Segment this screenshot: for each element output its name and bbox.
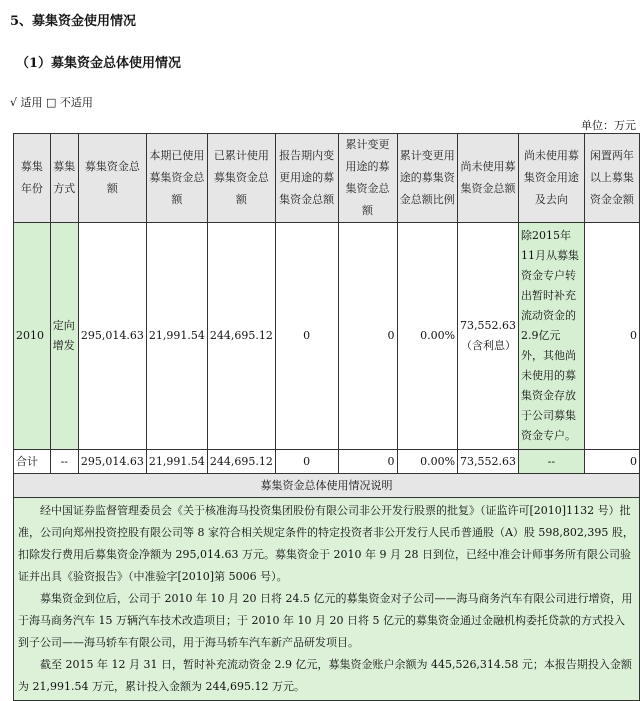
cell-idle: 0: [584, 223, 639, 450]
cell-period-changed: 0: [275, 223, 338, 450]
header-cell: 报告期内变更用途的募集资金总额: [275, 134, 338, 223]
note-label: 募集资金总体使用情况说明: [14, 474, 640, 498]
header-cell: 本期已使用募集资金总额: [146, 134, 207, 223]
fund-usage-table: [13, 133, 640, 701]
note-cell: [14, 498, 640, 701]
cell-total-label: 合计: [14, 450, 51, 474]
header-cell: 累计变更用途的募集资金总额比例: [397, 134, 458, 223]
header-cell: 募集方式: [50, 134, 78, 223]
unit-label: 单位：万元: [581, 119, 636, 132]
cell: 244,695.12: [207, 450, 275, 474]
cell: 73,552.63: [458, 450, 519, 474]
header-cell: 尚未使用募集资金用途及去向: [519, 134, 585, 223]
note-paragraph: 经中国证券监督管理委员会《关于核准海马投资集团股份有限公司非公开发行股票的批复》（证监许可[2010]1132 号）批准，公司向郑州投资控股有限公司等 8 家符合相关规定条件的特定投资者非公开发行人民币普通股（A）股 598,802,395 股，扣除发行费用后募集资金净额为 295,014.63 万元。募集资金于 2010 年 9 月 28 日到位，已经中准会计师事务所有限公司验证并出具《验资报告》（中准验字[2010]第 5006 号）。: [18, 504, 634, 583]
cell: 21,991.54: [146, 450, 207, 474]
cell-total: 295,014.63: [78, 223, 146, 450]
cell-changed-ratio: 0.00%: [397, 223, 458, 450]
cell: 0: [275, 450, 338, 474]
note-paragraph: 募集资金到位后，公司于 2010 年 10 月 20 日将 24.5 亿元的募集资金对子公司——海马商务汽车有限公司进行增资，用于海马商务汽车 15 万辆汽车技术改造项目；于 2010 年 10 月 20 日将 5 亿元的募集资金通过金融机构委托贷款的方式投入到子公司——海马轿车有限公司，用于海马轿车汽车新产品研发项目。: [18, 592, 633, 649]
cell-year: 2010: [14, 223, 51, 450]
cell: --: [50, 450, 78, 474]
cell-cumulative-changed: 0: [338, 223, 397, 450]
header-row: [14, 134, 640, 223]
table-row: [14, 223, 640, 450]
header-cell: 闲置两年以上募集资金金额: [584, 134, 639, 223]
cell: 0: [584, 450, 639, 474]
cell: --: [519, 450, 585, 474]
cell: 295,014.63: [78, 450, 146, 474]
header-cell: 募集年份: [14, 134, 51, 223]
total-row: [14, 450, 640, 474]
note-paragraph: 截至 2015 年 12 月 31 日，暂时补充流动资金 2.9 亿元，募集资金账户余额为 445,526,314.58 元；本报告期投入金额为 21,991.54 万元，累计投入金额为 244,695.12 万元。: [18, 658, 632, 693]
subsection-title: （1）募集资金总体使用情况: [16, 56, 182, 71]
section-title: 5、募集资金使用情况: [10, 14, 137, 29]
cell-cumulative-used: 244,695.12: [207, 223, 275, 450]
cell-method: 定向增发: [50, 223, 78, 450]
header-cell: 累计变更用途的募集资金总额: [338, 134, 397, 223]
cell: 0: [338, 450, 397, 474]
header-cell: 募集资金总额: [78, 134, 146, 223]
applicability: √ 适用 □ 不适用: [10, 96, 93, 109]
note-row: [14, 498, 640, 701]
header-cell: 尚未使用募集资金总额: [458, 134, 519, 223]
note-label-row: [14, 474, 640, 498]
cell-period-used: 21,991.54: [146, 223, 207, 450]
cell: 0.00%: [397, 450, 458, 474]
cell-unused: 73,552.63（含利息）: [458, 223, 519, 450]
cell-unused-purpose: 除2015年11月从募集资金专户转出暂时补充流动资金的2.9亿元外，其他尚未使用的募集资金存放于公司募集资金专户。: [519, 223, 585, 450]
header-cell: 已累计使用募集资金总额: [207, 134, 275, 223]
